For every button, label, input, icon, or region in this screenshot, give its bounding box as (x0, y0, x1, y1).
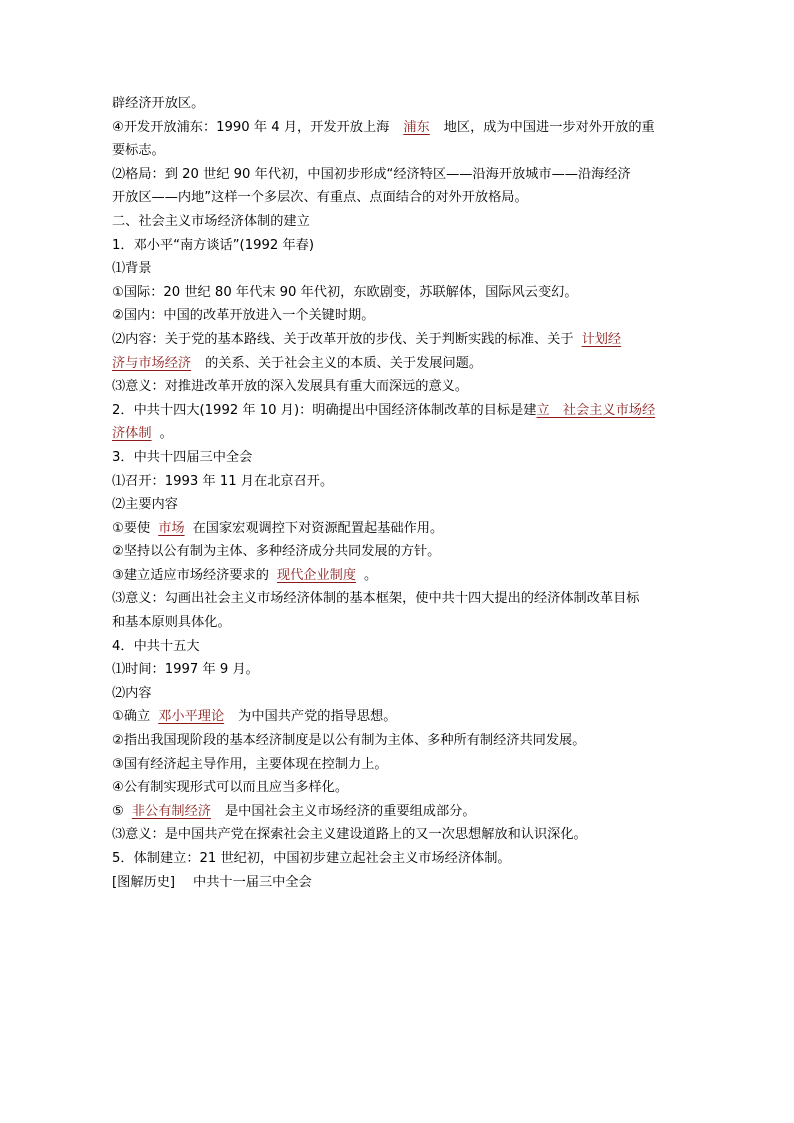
answer-blank: 市场 (158, 520, 185, 536)
text-line: ②国内：中国的改革开放进入一个关键时期。 (112, 308, 375, 324)
text-line: 和基本原则具体化。 (112, 615, 231, 631)
text-line: ③建立适应市场经济要求的 现代企业制度 。 (112, 567, 378, 583)
text-line: 开放区——内地”这样一个多层次、有重点、点面结合的对外开放格局。 (112, 190, 528, 206)
text-line: ④开发开放浦东：1990 年 4 月，开发开放上海 浦东 地区，成为中国进一步对外开放的重 (112, 119, 655, 135)
answer-blank: 浦东 (403, 119, 430, 135)
text-line: ⑵主要内容 (112, 497, 178, 513)
answer-blank: 计划经 (581, 331, 622, 347)
text-line: ①国际：20 世纪 80 年代末 90 年代初，东欧剧变，苏联解体，国际风云变幻。 (112, 284, 578, 300)
subsection-heading: 2．中共十四大(1992 年 10 月)：明确提出中国经济体制改革的目标是建立 社会主义市场经 (112, 402, 656, 418)
text-line: ⑤ 非公有制经济 是中国社会主义市场经济的重要组成部分。 (112, 803, 476, 819)
text-line: ⑴召开：1993 年 11 月在北京召开。 (112, 473, 334, 489)
answer-blank: 非公有制经济 (131, 803, 211, 819)
answer-blank: 现代企业制度 (276, 567, 357, 583)
text-line: ①要使 市场 在国家宏观调控下对资源配置起基础作用。 (112, 520, 444, 536)
answer-blank: 邓小平理论 (158, 709, 225, 725)
text-line: 济与市场经济 的关系、关于社会主义的本质、关于发展问题。 (112, 355, 483, 371)
text-line: ⑵内容 (112, 685, 152, 701)
subsection-heading: 4．中共十五大 (112, 638, 200, 654)
text-line: ⑶意义：对推进改革开放的深入发展具有重大而深远的意义。 (112, 379, 469, 395)
subsection-heading: 1．邓小平“南方谈话”(1992 年春) (112, 237, 314, 253)
subsection-heading: 5．体制建立：21 世纪初，中国初步建立起社会主义市场经济体制。 (112, 851, 511, 866)
text-line: ⑶意义：勾画出社会主义市场经济体制的基本框架，使中共十四大提出的经济体制改革目标 (112, 591, 640, 607)
subsection-heading: 3．中共十四届三中全会 (112, 449, 253, 465)
text-line: ⑴背景 (112, 261, 152, 277)
answer-blank: 济体制 (112, 426, 152, 442)
text-line: ⑶意义：是中国共产党在探索社会主义建设道路上的又一次思想解放和认识深化。 (112, 827, 587, 843)
text-line: ⑴时间：1997 年 9 月。 (112, 662, 259, 678)
text-line: ②坚持以公有制为主体、多种经济成分共同发展的方针。 (112, 544, 441, 560)
text-line: 辟经济开放区。 (112, 96, 205, 111)
text-line: 要标志。 (112, 143, 165, 159)
answer-blank: 济与市场经济 (112, 355, 192, 371)
text-line: ①确立 邓小平理论 为中国共产党的指导思想。 (112, 709, 397, 725)
text-line: ②指出我国现阶段的基本经济制度是以公有制为主体、多种所有制经济共同发展。 (112, 733, 586, 749)
text-line: ④公有制实现形式可以而且应当多样化。 (112, 780, 349, 796)
text-line: ⑵内容：关于党的基本路线、关于改革开放的步伐、关于判断实践的标准、关于 计划经 (112, 331, 622, 347)
answer-blank: 立 社会主义市场经 (536, 402, 656, 418)
text-line: ⑵格局：到 20 世纪 90 年代初，中国初步形成“经济特区——沿海开放城市——沿海经济 (112, 166, 631, 182)
text-line: ③国有经济起主导作用，主要体现在控制力上。 (112, 756, 388, 772)
section-heading: 二、社会主义市场经济体制的建立 (112, 213, 310, 229)
document-body (112, 92, 688, 894)
text-line: 济体制 。 (112, 426, 173, 442)
figure-caption: [图解历史] 中共十一届三中全会 (112, 874, 312, 890)
